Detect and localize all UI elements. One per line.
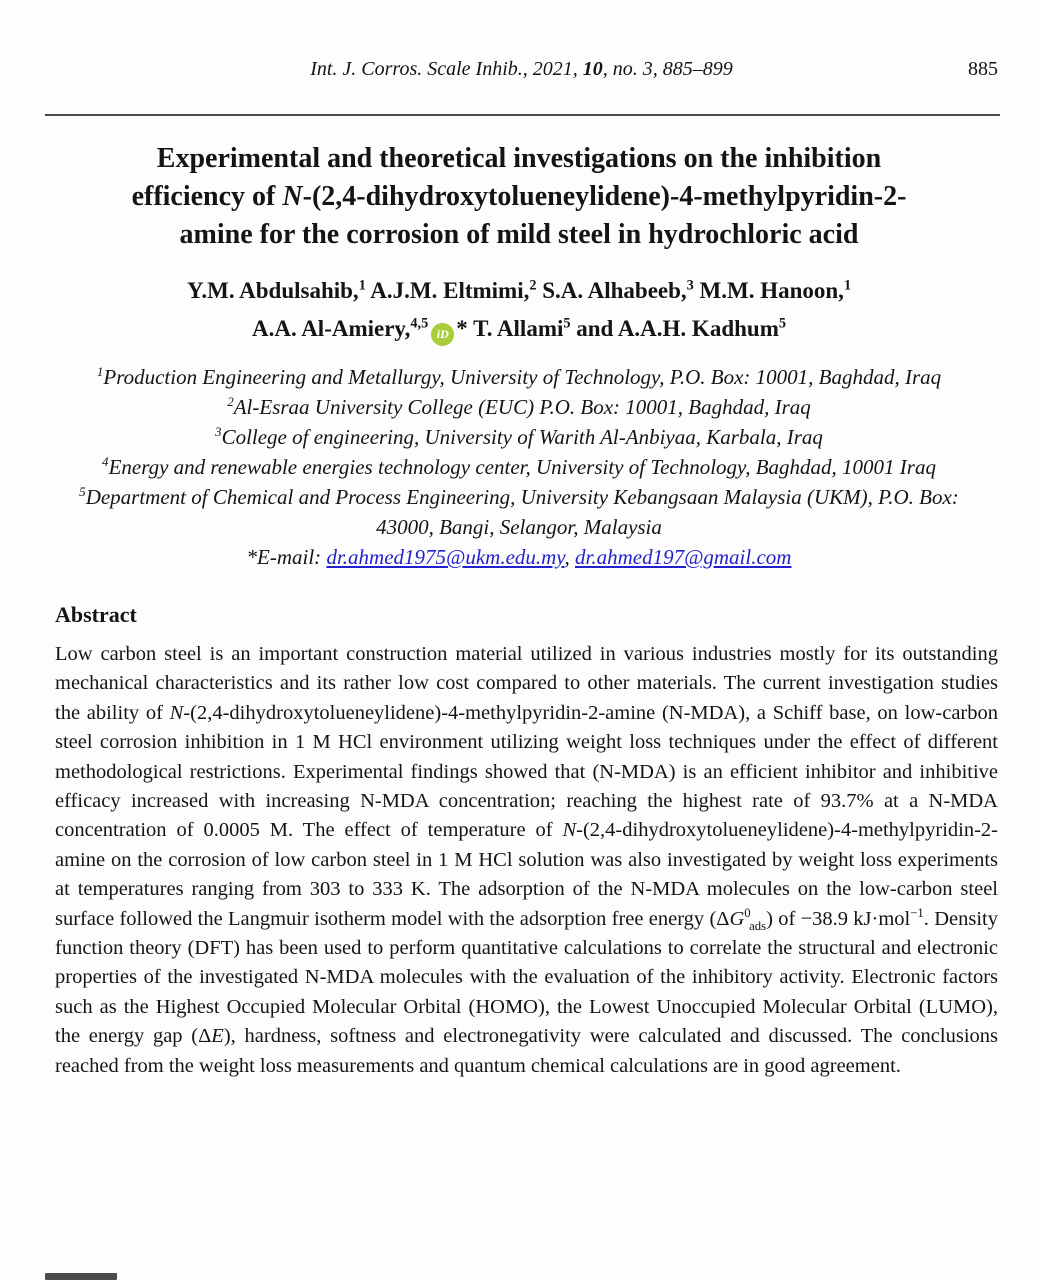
affiliation-5-sup: 5 bbox=[79, 484, 86, 499]
email-link-2[interactable]: dr.ahmed197@gmail.com bbox=[574, 545, 792, 569]
abstract-heading: Abstract bbox=[55, 602, 137, 627]
affiliation-4 bbox=[54, 452, 984, 482]
affiliation-2 bbox=[54, 392, 984, 422]
affiliation-1-sup: 1 bbox=[96, 364, 104, 379]
affiliation-2-text: Al-Esraa University College (EUC) P.O. Box: 10001, Baghdad, Iraq bbox=[233, 395, 811, 419]
email-link-1[interactable]: dr.ahmed1975@ukm.edu.my bbox=[326, 545, 565, 569]
page-number: 885 bbox=[968, 58, 998, 80]
cutoff-content-strip bbox=[45, 1273, 117, 1280]
affiliation-3 bbox=[54, 422, 984, 452]
affiliation-3-sup: 3 bbox=[215, 424, 222, 439]
author-line-2-start: A.A. Al-Amiery,$^{4,5}$ bbox=[252, 315, 429, 341]
author-line-2-end: * T. Allami$^5$ and A.A.H. Kadhum$^5$ bbox=[456, 315, 786, 341]
email-separator: , bbox=[564, 545, 575, 569]
affiliation-1-text: Production Engineering and Metallurgy, University of Technology, P.O. Box: 10001, Baghdad, Iraq bbox=[103, 365, 942, 389]
header-divider-rule bbox=[45, 114, 1000, 116]
author-line-2 bbox=[40, 310, 998, 348]
affiliation-4-text: Energy and renewable energies technology center, University of Technology, Baghdad, 10001 Iraq bbox=[108, 455, 936, 479]
affiliation-5-text: Department of Chemical and Process Engineering, University Kebangsaan Malaysia (UKM), P.O. Box: 43000, Bangi, Selangor, Malaysia bbox=[85, 485, 959, 539]
affiliation-3-text: College of engineering, University of Warith Al-Anbiyaa, Karbala, Iraq bbox=[221, 425, 823, 449]
email-label: *E-mail: bbox=[246, 545, 327, 569]
author-list bbox=[0, 272, 1038, 348]
affiliations-block bbox=[54, 362, 984, 572]
orcid-icon[interactable]: iD bbox=[431, 323, 454, 346]
paper-title-line-3: amine for the corrosion of mild steel in hydrochloric acid bbox=[179, 219, 859, 250]
author-line-1: Y.M. Abdulsahib,$^1$ A.J.M. Eltmimi,$^2$ S.A. Alhabeeb,$^3$ M.M. Hanoon,$^1$ bbox=[186, 277, 852, 303]
paper-title-line-2: efficiency of N-(2,4-dihydroxytolueneylidene)-4-methylpyridin-2- bbox=[131, 181, 907, 212]
affiliation-2-sup: 2 bbox=[227, 394, 234, 409]
affiliation-1 bbox=[54, 362, 984, 392]
journal-header bbox=[0, 56, 1038, 82]
paper-title bbox=[0, 140, 1038, 254]
affiliation-4-sup: 4 bbox=[102, 454, 109, 469]
affiliation-5 bbox=[54, 482, 984, 542]
paper-title-line-1: Experimental and theoretical investigations on the inhibition bbox=[156, 143, 882, 174]
abstract-text: Low carbon steel is an important construction material utilized in various industries mostly for its outstanding mechanical characteristics and its rather low cost compared to other materials. The current investigation studies the ability of N-(2,4-dihydroxytolueneylidene)-4-methylpyridin-2-amine (N-MDA), a Schiff base, on low-carbon steel corrosion inhibition in 1 M HCl environment utilizing weight loss techniques under the effect of different methodological restrictions. Experimental findings showed that (N-MDA) is an efficient inhibitor and inhibitive efficacy increased with increasing N-MDA concentration; reaching the highest rate of 93.7% at a N-MDA concentration of 0.0005 M. The effect of temperature of N-(2,4-dihydroxytolueneylidene)-4-methylpyridin-2-amine on the corrosion of low carbon steel in 1 M HCl solution was also investigated by weight loss experiments at temperatures ranging from 303 to 333 K. The adsorption of the N-MDA molecules on the low-carbon steel surface followed the Langmuir isotherm model with the adsorption free energy $(\Delta G^0_{ads})$ of −38.9 kJ·mol$^{-1}$. Density function theory (DFT) has been used to perform quantitative calculations to correlate the structural and electronic properties of the investigated N-MDA molecules with the evaluation of the inhibitory activity. Electronic factors such as the Highest Occupied Molecular Orbital (HOMO), the Lowest Unoccupied Molecular Orbital (LUMO), the energy gap (ΔE), hardness, softness and electronegativity were calculated and discussed. The conclusions reached from the weight loss measurements and quantum chemical calculations are in good agreement. bbox=[55, 643, 998, 1077]
journal-citation: Int. J. Corros. Scale Inhib., 2021, 10, no. 3, 885–899 bbox=[310, 58, 733, 80]
email-line bbox=[54, 542, 984, 572]
